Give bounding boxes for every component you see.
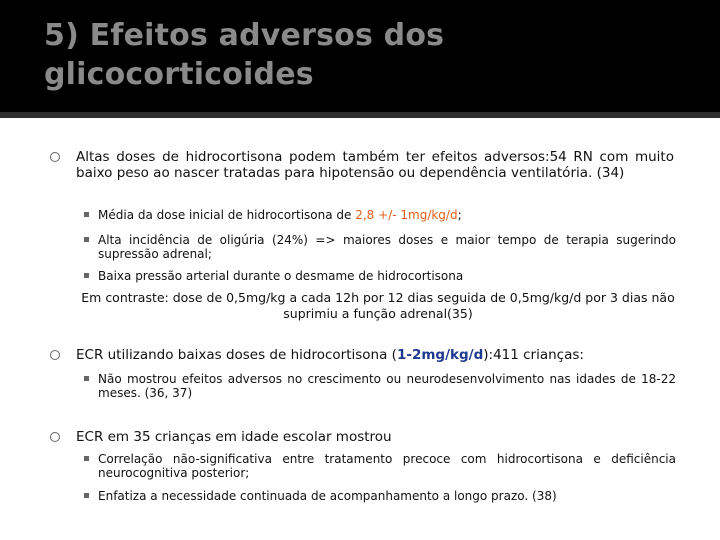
sub-bullet-2-1-text: Não mostrou efeitos adversos no crescimento ou neurodesenvolvimento nas idades de 18-22 meses. (36, 37) [98, 372, 676, 400]
bullet-2: ECR utilizando baixas doses de hidrocortisona (1-2mg/kg/d):411 crianças: [54, 347, 674, 363]
bullet-3 [54, 429, 674, 445]
contrast-note: Em contraste: dose de 0,5mg/kg a cada 12h por 12 dias seguida de 0,5mg/kg/d por 3 dias não suprimiu a função adrenal(35) [81, 290, 675, 321]
bullet-2-text: ECR utilizando baixas doses de hidrocortisona ( [76, 347, 397, 363]
ring-bullet-icon [50, 152, 60, 162]
sub-bullet-1-1-text: Média da dose inicial de hidrocortisona de [98, 208, 356, 222]
square-bullet-icon [84, 456, 89, 461]
bullet-3-text: ECR em 35 crianças em idade escolar mostrou [76, 429, 392, 445]
slide-header [0, 0, 720, 112]
square-bullet-icon [84, 376, 89, 381]
square-bullet-icon [84, 273, 89, 278]
sub-bullet-3-2-text: Enfatiza a necessidade continuada de acompanhamento a longo prazo. (38) [98, 489, 557, 503]
ring-bullet-icon [50, 432, 60, 442]
bullet-1 [54, 149, 674, 181]
sub-bullet-3-1 [84, 452, 676, 480]
low-dose-highlight: 1-2mg/kg/d [396, 347, 484, 363]
square-bullet-icon [84, 237, 89, 242]
bullet-1-text: Altas doses de hidrocortisona podem também ter efeitos adversos:54 RN com muito baixo peso ao nascer tratadas para hipotensão ou dependência ventilatória. (34) [76, 149, 674, 181]
sub-bullet-1-3-text: Baixa pressão arterial durante o desmame de hidrocortisona [98, 269, 464, 283]
sub-bullet-2-1 [84, 372, 676, 400]
slide-title: 5) Efeitos adversos dos glicocorticoides [44, 18, 445, 92]
sub-bullet-1-2 [84, 233, 676, 261]
square-bullet-icon [84, 493, 89, 498]
dose-highlight: 2,8 +/- 1mg/kg/d [355, 208, 458, 222]
sub-bullet-3-1-text: Correlação não-significativa entre tratamento precoce com hidrocortisona e deficiência neurocognitiva posterior; [98, 452, 676, 480]
sub-bullet-1-2-text: Alta incidência de oligúria (24%) => maiores doses e maior tempo de terapia sugerindo supressão adrenal; [98, 233, 676, 261]
square-bullet-icon [84, 212, 89, 217]
sub-bullet-3-2 [84, 489, 676, 503]
sub-bullet-1-1: Média da dose inicial de hidrocortisona de 2,8 +/- 1mg/kg/d; [84, 208, 676, 222]
sub-bullet-1-3 [84, 269, 676, 283]
ring-bullet-icon [50, 350, 60, 360]
slide-content [0, 118, 720, 540]
